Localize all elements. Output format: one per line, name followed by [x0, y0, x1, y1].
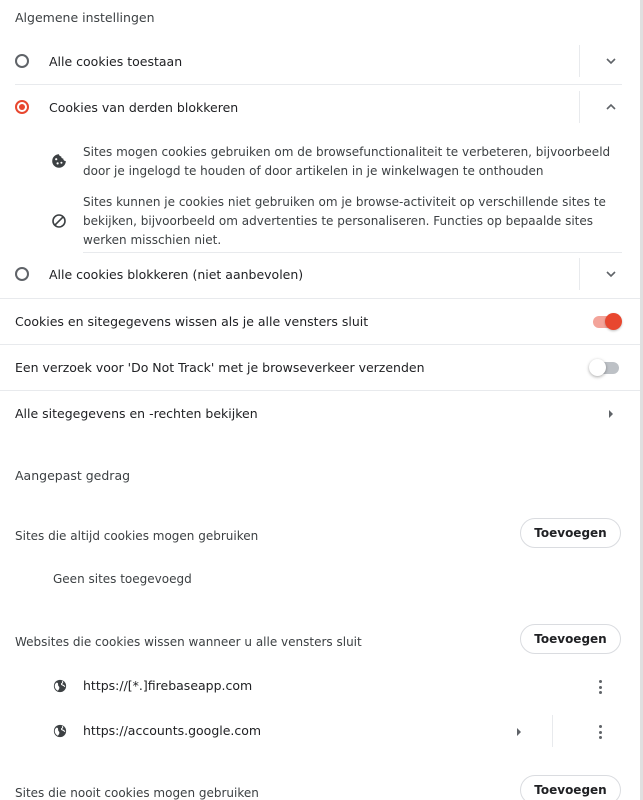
radio-label-block-all: Alle cookies blokkeren (niet aanbevolen): [49, 266, 304, 282]
always-allow-label: Sites die altijd cookies mogen gebruiken: [15, 529, 259, 543]
radio-allow-all[interactable]: [15, 54, 29, 68]
block-icon: [50, 212, 68, 230]
divider-vertical: [552, 715, 553, 747]
arrow-right-icon[interactable]: [609, 410, 613, 418]
clear-on-exit-toggle[interactable]: [593, 315, 621, 329]
general-settings-heading: Algemene instellingen: [15, 10, 155, 25]
radio-block-all[interactable]: [15, 267, 29, 281]
arrow-right-icon[interactable]: [517, 728, 521, 736]
custom-behavior-heading: Aangepast gedrag: [15, 468, 131, 483]
divider: [0, 298, 640, 299]
radio-row-allow-all[interactable]: [0, 38, 640, 84]
never-allow-add-button[interactable]: Toevoegen: [520, 775, 621, 800]
never-allow-label: Sites die nooit cookies mogen gebruiken: [15, 786, 259, 800]
globe-icon: [53, 679, 67, 693]
divider-vertical: [579, 258, 580, 290]
radio-row-block-third-party[interactable]: [0, 84, 640, 130]
always-allow-add-button[interactable]: Toevoegen: [520, 518, 621, 548]
divider-vertical: [579, 45, 580, 77]
third-party-blocked-description: Sites kunnen je cookies niet gebruiken om je browse-activiteit op verschillende sites te bekijken, bijvoorbeeld om advertenties te personaliseren. Functies op bepaalde sites werken misschien niet.: [83, 195, 606, 247]
radio-row-block-all[interactable]: [0, 251, 640, 297]
all-site-data-link[interactable]: Alle sitegegevens en -rechten bekijken: [15, 406, 258, 421]
divider: [0, 390, 640, 391]
toggle-knob: [605, 313, 622, 330]
more-actions-icon[interactable]: [594, 679, 606, 695]
site-url: https://accounts.google.com: [83, 723, 262, 738]
clear-on-exit-add-button[interactable]: Toevoegen: [520, 624, 621, 654]
do-not-track-toggle[interactable]: [591, 361, 619, 375]
divider-vertical: [579, 91, 580, 123]
do-not-track-label: Een verzoek voor 'Do Not Track' met je browseverkeer verzenden: [15, 360, 425, 375]
cookie-icon: [50, 152, 68, 170]
site-url: https://[*.]firebaseapp.com: [83, 678, 253, 693]
radio-label-block-third-party: Cookies van derden blokkeren: [49, 99, 239, 115]
more-actions-icon[interactable]: [594, 724, 606, 740]
toggle-knob: [589, 359, 606, 376]
radio-label-allow-all: Alle cookies toestaan: [49, 53, 183, 69]
chevron-down-icon[interactable]: [604, 267, 618, 281]
divider: [0, 344, 640, 345]
chevron-down-icon[interactable]: [604, 54, 618, 68]
always-allow-empty: Geen sites toegevoegd: [53, 572, 192, 586]
clear-on-exit-label: Cookies en sitegegevens wissen als je alle vensters sluit: [15, 314, 369, 329]
radio-block-third-party[interactable]: [15, 100, 29, 114]
chevron-up-icon[interactable]: [604, 100, 618, 114]
third-party-allowed-description: Sites mogen cookies gebruiken om de browsefunctionaliteit te verbeteren, bijvoorbeeld door je ingelogd te houden of door artikelen in je winkelwagen te onthouden: [83, 145, 611, 178]
clear-on-exit-sites-label: Websites die cookies wissen wanneer u alle vensters sluit: [15, 635, 362, 649]
globe-icon: [53, 724, 67, 738]
